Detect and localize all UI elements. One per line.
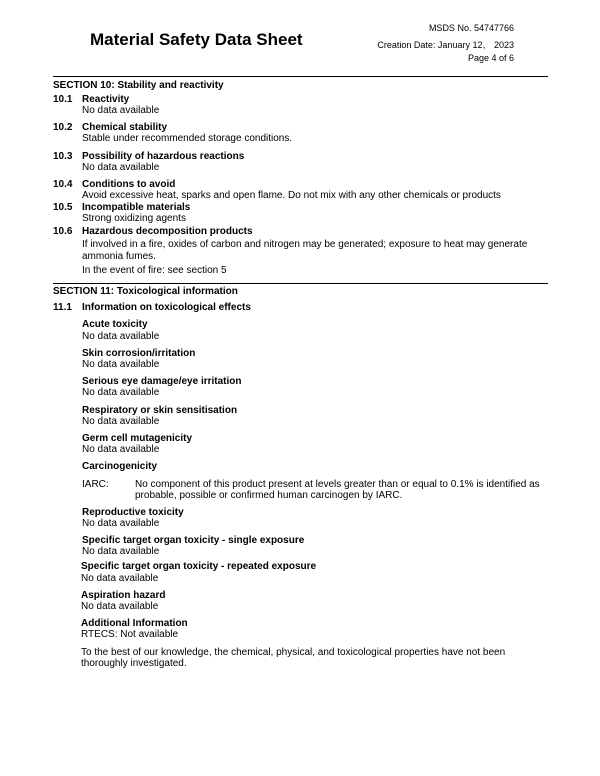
- section-11-heading: SECTION 11: Toxicological information: [53, 286, 238, 297]
- tox-title: Aspiration hazard: [81, 590, 166, 601]
- item-text: If involved in a fire, oxides of carbon and nitrogen may be generated; exposure to heat may generate: [82, 239, 528, 250]
- item-title: Possibility of hazardous reactions: [82, 151, 245, 162]
- item-text: In the event of fire: see section 5: [82, 265, 227, 276]
- closing-text: thoroughly investigated.: [81, 658, 187, 669]
- tox-text: No data available: [82, 546, 160, 557]
- tox-title: Carcinogenicity: [82, 461, 158, 472]
- closing-text: To the best of our knowledge, the chemical, physical, and toxicological properties have not been: [81, 647, 506, 658]
- item-text: No data available: [82, 162, 160, 173]
- item-text: Strong oxidizing agents: [82, 213, 186, 224]
- tox-title: Germ cell mutagenicity: [82, 433, 193, 444]
- tox-title: Acute toxicity: [82, 319, 148, 330]
- tox-text: No data available: [82, 387, 160, 398]
- tox-text: No data available: [82, 444, 160, 455]
- tox-text: No data available: [81, 601, 159, 612]
- item-title: Chemical stability: [82, 122, 168, 133]
- item-title: Reactivity: [82, 94, 130, 105]
- tox-text: RTECS: Not available: [81, 629, 179, 640]
- section-10-heading: SECTION 10: Stability and reactivity: [53, 80, 224, 91]
- tox-text: No data available: [82, 518, 160, 529]
- tox-text: No data available: [81, 573, 159, 584]
- tox-title: Serious eye damage/eye irritation: [82, 376, 242, 387]
- item-number: 10.3: [53, 151, 73, 162]
- item-text: No data available: [82, 105, 160, 116]
- iarc-label: IARC:: [82, 479, 109, 490]
- section-divider: [53, 283, 548, 284]
- tox-title: Skin corrosion/irritation: [82, 348, 196, 359]
- msds-number: MSDS No. 54747766: [428, 23, 514, 33]
- item-number: 10.4: [53, 179, 73, 190]
- item-text: Stable under recommended storage conditions.: [82, 133, 293, 144]
- tox-title: Specific target organ toxicity - single exposure: [82, 535, 305, 546]
- tox-text: No data available: [82, 331, 160, 342]
- document-title: Material Safety Data Sheet: [90, 30, 303, 49]
- iarc-text: No component of this product present at levels greater than or equal to 0.1% is identified as: [135, 479, 540, 490]
- subsection-title: Information on toxicological effects: [82, 302, 251, 313]
- item-title: Conditions to avoid: [82, 179, 176, 190]
- tox-title: Specific target organ toxicity - repeated exposure: [81, 561, 317, 572]
- tox-title: Additional Information: [81, 618, 188, 629]
- item-title: Incompatible materials: [82, 202, 191, 213]
- iarc-text: probable, possible or confirmed human carcinogen by IARC.: [135, 490, 403, 501]
- item-text: Avoid excessive heat, sparks and open flame. Do not mix with any other chemicals or products: [82, 190, 501, 201]
- tox-title: Respiratory or skin sensitisation: [82, 405, 238, 416]
- item-number: 11.1: [53, 302, 72, 313]
- creation-date: Creation Date: January 12、 2023: [377, 40, 514, 50]
- item-number: 10.5: [53, 202, 73, 213]
- item-number: 10.2: [53, 122, 73, 133]
- item-title: Hazardous decomposition products: [82, 226, 253, 237]
- section-divider: [53, 76, 548, 77]
- page-number: Page 4 of 6: [467, 53, 514, 63]
- item-number: 10.6: [53, 226, 73, 237]
- item-number: 10.1: [53, 94, 73, 105]
- tox-title: Reproductive toxicity: [82, 507, 184, 518]
- tox-text: No data available: [82, 416, 160, 427]
- tox-text: No data available: [82, 359, 160, 370]
- item-text: ammonia fumes.: [82, 251, 156, 262]
